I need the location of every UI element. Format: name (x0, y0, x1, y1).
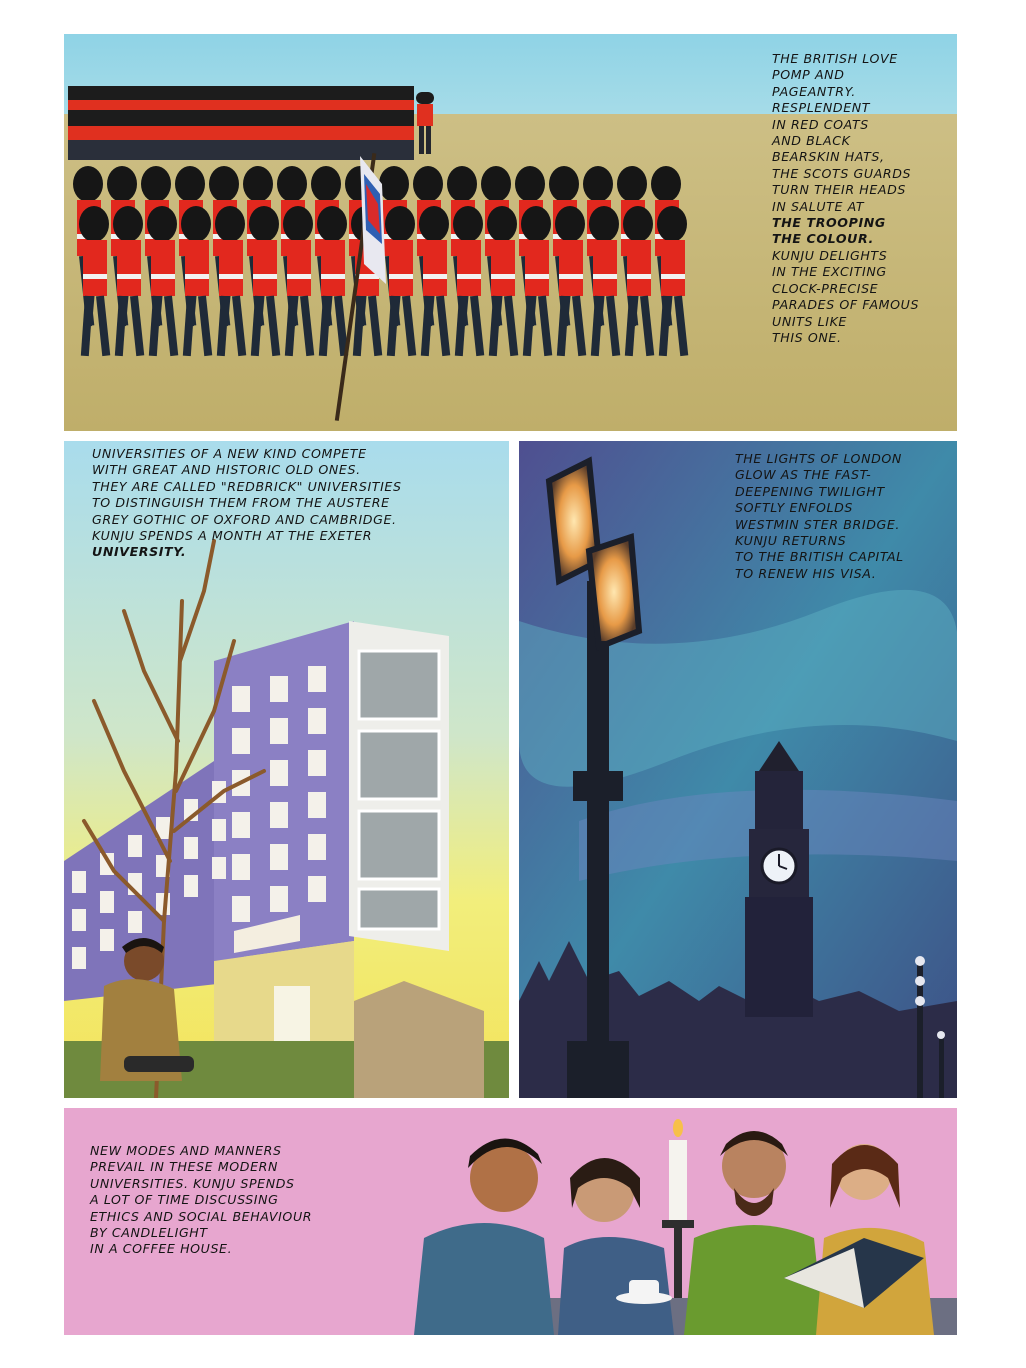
window (232, 686, 250, 712)
window (232, 812, 250, 838)
window (184, 875, 198, 897)
caption-line: SOFTLY ENFOLDS (735, 500, 853, 516)
caption-line: KUNJU RETURNS (735, 533, 847, 549)
caption-line: IN RED COATS (772, 116, 869, 132)
window (308, 750, 326, 776)
caption-line: THE TROOPING (772, 215, 886, 231)
university-caption (92, 446, 402, 561)
window (212, 819, 226, 841)
window (72, 871, 86, 893)
caption-line: ETHICS AND SOCIAL BEHAVIOUR (90, 1208, 313, 1224)
window (100, 929, 114, 951)
caption-line: THE BRITISH LOVE (772, 51, 898, 66)
window (72, 909, 86, 931)
panel-london (519, 441, 957, 1098)
window (308, 792, 326, 818)
caption-line: AND BLACK (772, 133, 851, 149)
caption-line: IN A COFFEE HOUSE. (90, 1241, 233, 1257)
window (212, 857, 226, 879)
panel-coffee-house (64, 1108, 957, 1335)
caption-line: TO THE BRITISH CAPITAL (735, 549, 904, 565)
window (308, 666, 326, 692)
caption-line: DEEPENING TWILIGHT (735, 483, 885, 499)
caption-line: THE SCOTS GUARDS (772, 165, 912, 181)
window (270, 802, 288, 828)
window (308, 834, 326, 860)
caption-line: KUNJU DELIGHTS (772, 247, 888, 263)
london-caption (735, 451, 904, 582)
caption-line: UNIVERSITY. (92, 544, 187, 560)
big-ben-tower (745, 741, 813, 1017)
caption-line: WITH GREAT AND HISTORIC OLD ONES. (92, 462, 361, 478)
window (270, 886, 288, 912)
window (270, 760, 288, 786)
window (308, 708, 326, 734)
caption-line: PREVAIL IN THESE MODERN (90, 1159, 279, 1175)
caption-line: PARADES OF FAMOUS (772, 297, 920, 313)
window (308, 876, 326, 902)
caption-line: GLOW AS THE FAST- (735, 467, 872, 483)
caption-line: THIS ONE. (772, 329, 842, 345)
caption-line: UNIVERSITIES. KUNJU SPENDS (90, 1175, 295, 1191)
caption-line: KUNJU SPENDS A MONTH AT THE EXETER (92, 528, 373, 544)
caption-line: TO RENEW HIS VISA. (735, 565, 877, 581)
caption-line: BY CANDLELIGHT (90, 1225, 208, 1241)
caption-line: THE LIGHTS OF LONDON (735, 451, 902, 466)
guards-caption (772, 51, 919, 346)
window (270, 676, 288, 702)
caption-line: UNIVERSITIES OF A NEW KIND COMPETE (92, 446, 367, 461)
caption-line: CLOCK-PRECISE (772, 280, 879, 296)
window (270, 718, 288, 744)
window (184, 837, 198, 859)
coffee-house-caption (90, 1143, 312, 1258)
caption-line: TO DISTINGUISH THEM FROM THE AUSTERE (92, 495, 390, 511)
caption-line: THE COLOUR. (772, 231, 874, 247)
caption-line: BEARSKIN HATS, (772, 149, 885, 165)
panel-guards (64, 34, 957, 431)
caption-line: TURN THEIR HEADS (772, 182, 907, 198)
window (232, 854, 250, 880)
window (72, 947, 86, 969)
panel-university (64, 441, 509, 1098)
window (128, 835, 142, 857)
caption-line: NEW MODES AND MANNERS (90, 1143, 282, 1158)
window (270, 844, 288, 870)
window (100, 891, 114, 913)
window (232, 728, 250, 754)
caption-line: UNITS LIKE (772, 313, 847, 329)
far-guard-ranks (68, 86, 434, 160)
caption-line: IN THE EXCITING (772, 264, 887, 280)
caption-line: PAGEANTRY. (772, 83, 856, 99)
window (128, 911, 142, 933)
window (232, 896, 250, 922)
caption-line: THEY ARE CALLED "REDBRICK" UNIVERSITIES (92, 478, 402, 494)
caption-line: RESPLENDENT (772, 100, 871, 116)
caption-line: IN SALUTE AT (772, 198, 865, 214)
caption-line: GREY GOTHIC OF OXFORD AND CAMBRIDGE. (92, 511, 397, 527)
caption-line: POMP AND (772, 67, 845, 83)
caption-line: A LOT OF TIME DISCUSSING (90, 1192, 279, 1208)
caption-line: WESTMIN STER BRIDGE. (735, 516, 901, 532)
